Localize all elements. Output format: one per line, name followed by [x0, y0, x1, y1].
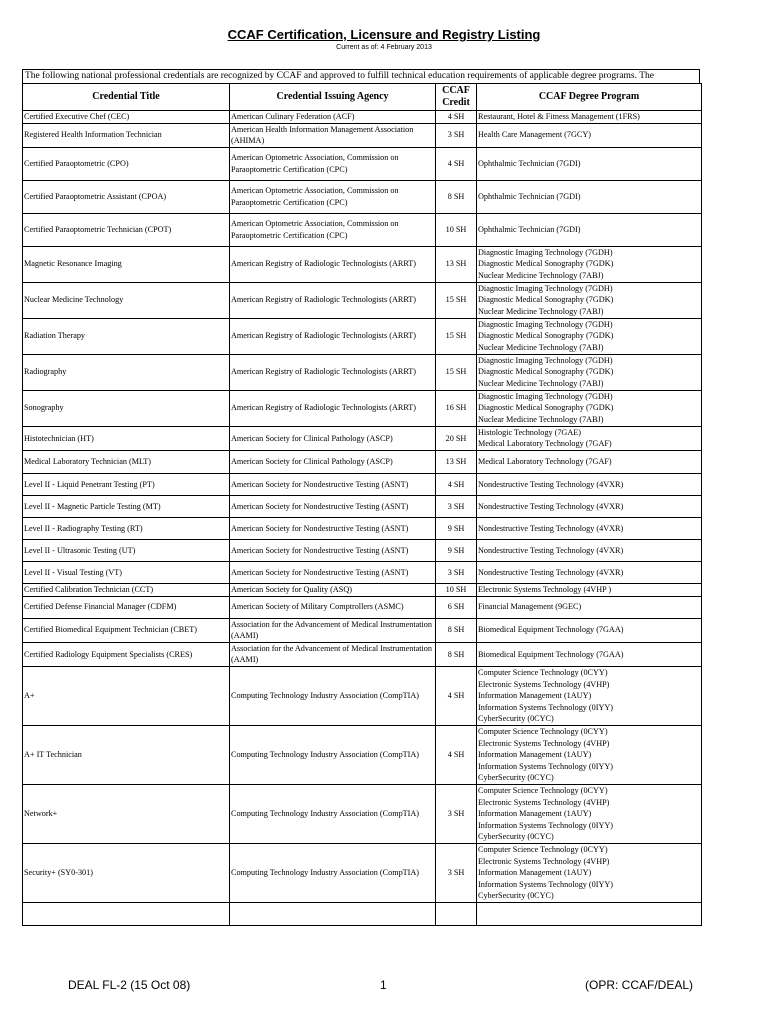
table-row [23, 123, 702, 147]
table-row [23, 784, 702, 843]
degree-program-cell [477, 618, 702, 642]
opr-label: (OPR: CCAF/DEAL) [585, 978, 694, 992]
table-row [23, 517, 702, 539]
table-row [23, 561, 702, 583]
degree-program-line: Information Systems Technology (0IYY) [478, 761, 614, 771]
degree-program-cell [477, 583, 702, 596]
table-row [23, 426, 702, 450]
table-row [23, 495, 702, 517]
table-row [23, 180, 702, 213]
degree-program-cell [477, 123, 702, 147]
degree-program-cell [477, 354, 702, 390]
degree-program-line: Diagnostic Imaging Technology (7GDH) [478, 391, 613, 401]
credential-title-cell: Certified Executive Chef (CEC) [23, 111, 230, 124]
credential-title-cell: Level II - Magnetic Particle Testing (MT) [23, 495, 230, 517]
table-header-row [23, 84, 702, 111]
issuing-agency-cell: American Registry of Radiologic Technologists (ARRT) [230, 282, 436, 318]
degree-program-cell [477, 495, 702, 517]
issuing-agency-cell: Computing Technology Industry Association (CompTIA) [230, 784, 436, 843]
degree-program-line: Medical Laboratory Technology (7GAF) [478, 439, 612, 449]
degree-program-line: Nuclear Medicine Technology (7ABJ) [478, 379, 604, 389]
table-row [23, 596, 702, 618]
degree-program-line: Electronic Systems Technology (4VHP) [478, 738, 610, 748]
degree-program-line: Nondestructive Testing Technology (4VXR) [478, 567, 624, 577]
degree-program-cell [477, 843, 702, 902]
issuing-agency-cell: American Registry of Radiologic Technologists (ARRT) [230, 354, 436, 390]
issuing-agency-cell: Computing Technology Industry Association (CompTIA) [230, 725, 436, 784]
degree-program-cell [477, 642, 702, 666]
ccaf-credit-cell: 4 SH [436, 473, 477, 495]
ccaf-credit-cell: 9 SH [436, 517, 477, 539]
degree-program-cell [477, 390, 702, 426]
degree-program-line: Electronic Systems Technology (4VHP ) [478, 584, 612, 594]
table-row [23, 902, 702, 925]
degree-program-line: Diagnostic Imaging Technology (7GDH) [478, 283, 613, 293]
degree-program-line: Nuclear Medicine Technology (7ABJ) [478, 307, 604, 317]
ccaf-credit-cell: 15 SH [436, 282, 477, 318]
ccaf-credit-cell: 4 SH [436, 111, 477, 124]
credential-table [22, 83, 702, 926]
credential-title-cell: A+ IT Technician [23, 725, 230, 784]
degree-program-line: Nondestructive Testing Technology (4VXR) [478, 501, 624, 511]
degree-program-cell [477, 246, 702, 282]
table-row [23, 666, 702, 725]
degree-program-line: Information Systems Technology (0IYY) [478, 820, 614, 830]
degree-program-cell [477, 282, 702, 318]
credential-title-cell: Nuclear Medicine Technology [23, 282, 230, 318]
issuing-agency-cell: American Health Information Management Association (AHIMA) [230, 123, 436, 147]
degree-program-line: CyberSecurity (0CYC) [478, 832, 554, 842]
ccaf-credit-cell: 13 SH [436, 450, 477, 473]
table-row [23, 354, 702, 390]
ccaf-credit-cell: 13 SH [436, 246, 477, 282]
ccaf-credit-cell: 10 SH [436, 213, 477, 246]
table-row [23, 642, 702, 666]
credential-title-cell: Level II - Liquid Penetrant Testing (PT) [23, 473, 230, 495]
ccaf-credit-cell: 6 SH [436, 596, 477, 618]
degree-program-line: Information Systems Technology (0IYY) [478, 879, 614, 889]
degree-program-cell [477, 147, 702, 180]
degree-program-line: Electronic Systems Technology (4VHP) [478, 856, 610, 866]
ccaf-credit-cell: 20 SH [436, 426, 477, 450]
degree-program-cell [477, 111, 702, 124]
issuing-agency-cell [230, 902, 436, 925]
degree-program-line: CyberSecurity (0CYC) [478, 891, 554, 901]
degree-program-cell [477, 517, 702, 539]
degree-program-line: Financial Management (9GEC) [478, 602, 582, 612]
degree-program-line: Information Systems Technology (0IYY) [478, 702, 614, 712]
issuing-agency-cell: American Culinary Federation (ACF) [230, 111, 436, 124]
degree-program-line: Electronic Systems Technology (4VHP) [478, 797, 610, 807]
degree-program-line: CyberSecurity (0CYC) [478, 773, 554, 783]
degree-program-line: Diagnostic Medical Sonography (7GDK) [478, 331, 614, 341]
header-ccaf-credit: CCAF Credit [436, 84, 477, 111]
table-row [23, 725, 702, 784]
degree-program-cell [477, 666, 702, 725]
degree-program-line: Computer Science Technology (0CYY) [478, 726, 608, 736]
ccaf-credit-cell: 9 SH [436, 539, 477, 561]
issuing-agency-cell: American Society of Military Comptrollers (ASMC) [230, 596, 436, 618]
credential-title-cell: Level II - Ultrasonic Testing (UT) [23, 539, 230, 561]
credential-title-cell: Level II - Radiography Testing (RT) [23, 517, 230, 539]
ccaf-credit-cell: 8 SH [436, 180, 477, 213]
table-row [23, 843, 702, 902]
issuing-agency-cell: Computing Technology Industry Association (CompTIA) [230, 666, 436, 725]
degree-program-cell [477, 784, 702, 843]
degree-program-cell [477, 213, 702, 246]
credential-title-cell: Certified Calibration Technician (CCT) [23, 583, 230, 596]
degree-program-cell [477, 450, 702, 473]
credential-title-cell [23, 902, 230, 925]
credential-title-cell: Certified Defense Financial Manager (CDFM) [23, 596, 230, 618]
issuing-agency-cell: American Society for Nondestructive Testing (ASNT) [230, 495, 436, 517]
degree-program-line: Diagnostic Imaging Technology (7GDH) [478, 355, 613, 365]
issuing-agency-cell: American Registry of Radiologic Technologists (ARRT) [230, 318, 436, 354]
degree-program-line: Diagnostic Imaging Technology (7GDH) [478, 247, 613, 257]
degree-program-line: Information Management (1AUY) [478, 691, 592, 701]
credential-title-cell: Registered Health Information Technician [23, 123, 230, 147]
degree-program-line: Diagnostic Medical Sonography (7GDK) [478, 367, 614, 377]
degree-program-cell [477, 596, 702, 618]
current-as-of: Current as of: 4 February 2013 [336, 44, 432, 51]
degree-program-line: Computer Science Technology (0CYY) [478, 785, 608, 795]
issuing-agency-cell: American Society for Quality (ASQ) [230, 583, 436, 596]
degree-program-line: Nuclear Medicine Technology (7ABJ) [478, 415, 604, 425]
table-row [23, 246, 702, 282]
credential-title-cell: Certified Radiology Equipment Specialists (CRES) [23, 642, 230, 666]
table-row [23, 282, 702, 318]
degree-program-line: Information Management (1AUY) [478, 868, 592, 878]
table-row [23, 318, 702, 354]
header-issuing-agency: Credential Issuing Agency [230, 84, 436, 111]
degree-program-line: Diagnostic Medical Sonography (7GDK) [478, 403, 614, 413]
table-row [23, 539, 702, 561]
table-row [23, 450, 702, 473]
ccaf-credit-cell: 15 SH [436, 318, 477, 354]
degree-program-line: Ophthalmic Technician (7GDI) [478, 224, 581, 234]
table-row [23, 618, 702, 642]
issuing-agency-cell: American Society for Nondestructive Testing (ASNT) [230, 473, 436, 495]
degree-program-cell [477, 180, 702, 213]
credential-title-cell: Magnetic Resonance Imaging [23, 246, 230, 282]
degree-program-line: CyberSecurity (0CYC) [478, 714, 554, 724]
credential-title-cell: Medical Laboratory Technician (MLT) [23, 450, 230, 473]
issuing-agency-cell: American Society for Nondestructive Testing (ASNT) [230, 517, 436, 539]
issuing-agency-cell: Association for the Advancement of Medical Instrumentation (AAMI) [230, 618, 436, 642]
issuing-agency-cell: American Optometric Association, Commission on Paraoptometric Certification (CPC) [230, 213, 436, 246]
degree-program-cell [477, 318, 702, 354]
ccaf-credit-cell: 3 SH [436, 123, 477, 147]
credential-title-cell: Certified Paraoptometric Technician (CPOT) [23, 213, 230, 246]
issuing-agency-cell: American Society for Clinical Pathology (ASCP) [230, 450, 436, 473]
ccaf-credit-cell: 4 SH [436, 725, 477, 784]
ccaf-credit-cell: 15 SH [436, 354, 477, 390]
issuing-agency-cell: American Society for Nondestructive Testing (ASNT) [230, 539, 436, 561]
degree-program-line: Biomedical Equipment Technology (7GAA) [478, 625, 624, 635]
degree-program-cell [477, 725, 702, 784]
degree-program-cell [477, 902, 702, 925]
page-number: 1 [380, 978, 387, 992]
degree-program-line: Ophthalmic Technician (7GDI) [478, 158, 581, 168]
degree-program-line: Nuclear Medicine Technology (7ABJ) [478, 271, 604, 281]
table-row [23, 390, 702, 426]
intro-text: The following national professional credentials are recognized by CCAF and approved to fulfill technical education requirements of applicable degree programs. The [22, 69, 700, 83]
degree-program-line: Ophthalmic Technician (7GDI) [478, 191, 581, 201]
degree-program-line: Nuclear Medicine Technology (7ABJ) [478, 343, 604, 353]
degree-program-line: Computer Science Technology (0CYY) [478, 667, 608, 677]
ccaf-credit-cell: 3 SH [436, 784, 477, 843]
ccaf-credit-cell: 3 SH [436, 495, 477, 517]
table-row [23, 111, 702, 124]
table-row [23, 583, 702, 596]
header-credential-title: Credential Title [23, 84, 230, 111]
ccaf-credit-cell: 3 SH [436, 843, 477, 902]
ccaf-credit-cell: 10 SH [436, 583, 477, 596]
issuing-agency-cell: Computing Technology Industry Association (CompTIA) [230, 843, 436, 902]
table-row [23, 147, 702, 180]
issuing-agency-cell: Association for the Advancement of Medical Instrumentation (AAMI) [230, 642, 436, 666]
issuing-agency-cell: American Society for Clinical Pathology (ASCP) [230, 426, 436, 450]
credential-title-cell: Level II - Visual Testing (VT) [23, 561, 230, 583]
degree-program-line: Diagnostic Medical Sonography (7GDK) [478, 259, 614, 269]
degree-program-line: Computer Science Technology (0CYY) [478, 844, 608, 854]
table-row [23, 473, 702, 495]
ccaf-credit-cell: 8 SH [436, 618, 477, 642]
issuing-agency-cell: American Registry of Radiologic Technologists (ARRT) [230, 390, 436, 426]
degree-program-line: Histologic Technology (7GAE) [478, 427, 581, 437]
degree-program-line: Biomedical Equipment Technology (7GAA) [478, 649, 624, 659]
page-title: CCAF Certification, Licensure and Registry Listing [227, 27, 541, 42]
degree-program-line: Information Management (1AUY) [478, 809, 592, 819]
credential-title-cell: Histotechnician (HT) [23, 426, 230, 450]
degree-program-line: Information Management (1AUY) [478, 750, 592, 760]
issuing-agency-cell: American Optometric Association, Commission on Paraoptometric Certification (CPC) [230, 147, 436, 180]
ccaf-credit-cell: 4 SH [436, 147, 477, 180]
credential-title-cell: Sonography [23, 390, 230, 426]
ccaf-credit-cell: 4 SH [436, 666, 477, 725]
credential-title-cell: Security+ (SY0-301) [23, 843, 230, 902]
form-number: DEAL FL-2 (15 Oct 08) [68, 978, 191, 992]
issuing-agency-cell: American Optometric Association, Commission on Paraoptometric Certification (CPC) [230, 180, 436, 213]
credential-title-cell: A+ [23, 666, 230, 725]
credential-title-cell: Radiography [23, 354, 230, 390]
degree-program-line: Medical Laboratory Technology (7GAF) [478, 457, 612, 467]
credential-title-cell: Network+ [23, 784, 230, 843]
degree-program-line: Nondestructive Testing Technology (4VXR) [478, 523, 624, 533]
ccaf-credit-cell [436, 902, 477, 925]
degree-program-line: Restaurant, Hotel & Fitness Management (1FRS) [478, 112, 640, 121]
credential-title-cell: Certified Biomedical Equipment Technician (CBET) [23, 618, 230, 642]
degree-program-cell [477, 561, 702, 583]
ccaf-credit-cell: 16 SH [436, 390, 477, 426]
credential-title-cell: Certified Paraoptometric (CPO) [23, 147, 230, 180]
credential-title-cell: Certified Paraoptometric Assistant (CPOA) [23, 180, 230, 213]
issuing-agency-cell: American Society for Nondestructive Testing (ASNT) [230, 561, 436, 583]
degree-program-line: Health Care Management (7GCY) [478, 130, 591, 140]
ccaf-credit-cell: 3 SH [436, 561, 477, 583]
degree-program-line: Nondestructive Testing Technology (4VXR) [478, 479, 624, 489]
degree-program-cell [477, 539, 702, 561]
degree-program-line: Diagnostic Medical Sonography (7GDK) [478, 295, 614, 305]
degree-program-line: Electronic Systems Technology (4VHP) [478, 679, 610, 689]
issuing-agency-cell: American Registry of Radiologic Technologists (ARRT) [230, 246, 436, 282]
degree-program-cell [477, 426, 702, 450]
degree-program-line: Nondestructive Testing Technology (4VXR) [478, 545, 624, 555]
credential-title-cell: Radiation Therapy [23, 318, 230, 354]
ccaf-credit-cell: 8 SH [436, 642, 477, 666]
header-degree-program: CCAF Degree Program [477, 84, 702, 111]
degree-program-cell [477, 473, 702, 495]
degree-program-line: Diagnostic Imaging Technology (7GDH) [478, 319, 613, 329]
table-row [23, 213, 702, 246]
